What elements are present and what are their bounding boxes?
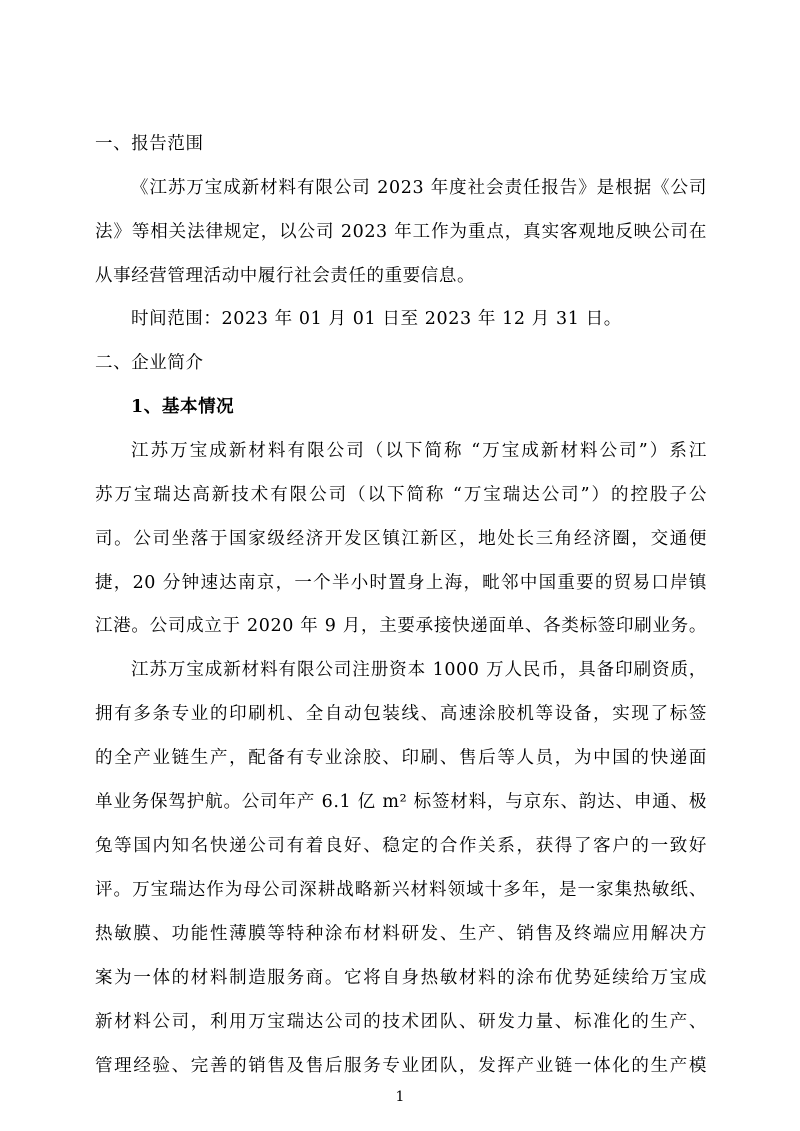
paragraph-line: 从事经营管理活动中履行社会责任的重要信息。 <box>95 266 476 286</box>
paragraph-line: 捷，20 分钟速达南京，一个半小时置身上海，毗邻中国重要的贸易口岸镇 <box>95 573 707 593</box>
paragraph-line: 江苏万宝成新材料有限公司（以下简称 “万宝成新材料公司”）系江 <box>131 441 707 461</box>
paragraph-line: 苏万宝瑞达高新技术有限公司（以下简称 “万宝瑞达公司”）的控股子公 <box>95 485 707 505</box>
paragraph-line: 《江苏万宝成新材料有限公司 2023 年度社会责任报告》是根据《公司 <box>131 178 707 198</box>
paragraph-line: 单业务保驾护航。公司年产 6.1 亿 m² 标签材料，与京东、韵达、申通、极 <box>95 792 707 812</box>
paragraph-line: 法》等相关法律规定，以公司 2023 年工作为重点，真实客观地反映公司在 <box>95 222 707 242</box>
section-heading-company-intro: 二、企业简介 <box>95 353 204 373</box>
paragraph-line: 管理经验、完善的销售及售后服务专业团队，发挥产业链一体化的生产模 <box>95 1056 707 1076</box>
paragraph-line: 案为一体的材料制造服务商。它将自身热敏材料的涂布优势延续给万宝成 <box>95 968 707 988</box>
subheading-basic-info: 1、基本情况 <box>131 397 235 417</box>
paragraph-line: 拥有多条专业的印刷机、全自动包装线、高速涂胶机等设备，实现了标签 <box>95 704 707 724</box>
page-number: 1 <box>395 1089 405 1105</box>
section-heading-report-scope: 一、报告范围 <box>95 134 204 154</box>
paragraph-line: 评。万宝瑞达作为母公司深耕战略新兴材料领域十多年，是一家集热敏纸、 <box>95 880 707 900</box>
paragraph-line: 江苏万宝成新材料有限公司注册资本 1000 万人民币，具备印刷资质， <box>131 660 707 680</box>
paragraph-line: 热敏膜、功能性薄膜等特种涂布材料研发、生产、销售及终端应用解决方 <box>95 924 707 944</box>
paragraph-line: 江港。公司成立于 2020 年 9 月，主要承接快递面单、各类标签印刷业务。 <box>95 616 707 636</box>
paragraph-line: 司。公司坐落于国家级经济开发区镇江新区，地处长三角经济圈，交通便 <box>95 529 707 549</box>
paragraph-line: 新材料公司，利用万宝瑞达公司的技术团队、研发力量、标准化的生产、 <box>95 1012 707 1032</box>
paragraph-line: 兔等国内知名快递公司有着良好、稳定的合作关系，获得了客户的一致好 <box>95 836 707 856</box>
paragraph-line: 的全产业链生产，配备有专业涂胶、印刷、售后等人员，为中国的快递面 <box>95 748 707 768</box>
time-range-text: 时间范围：2023 年 01 月 01 日至 2023 年 12 月 31 日。 <box>131 309 622 329</box>
